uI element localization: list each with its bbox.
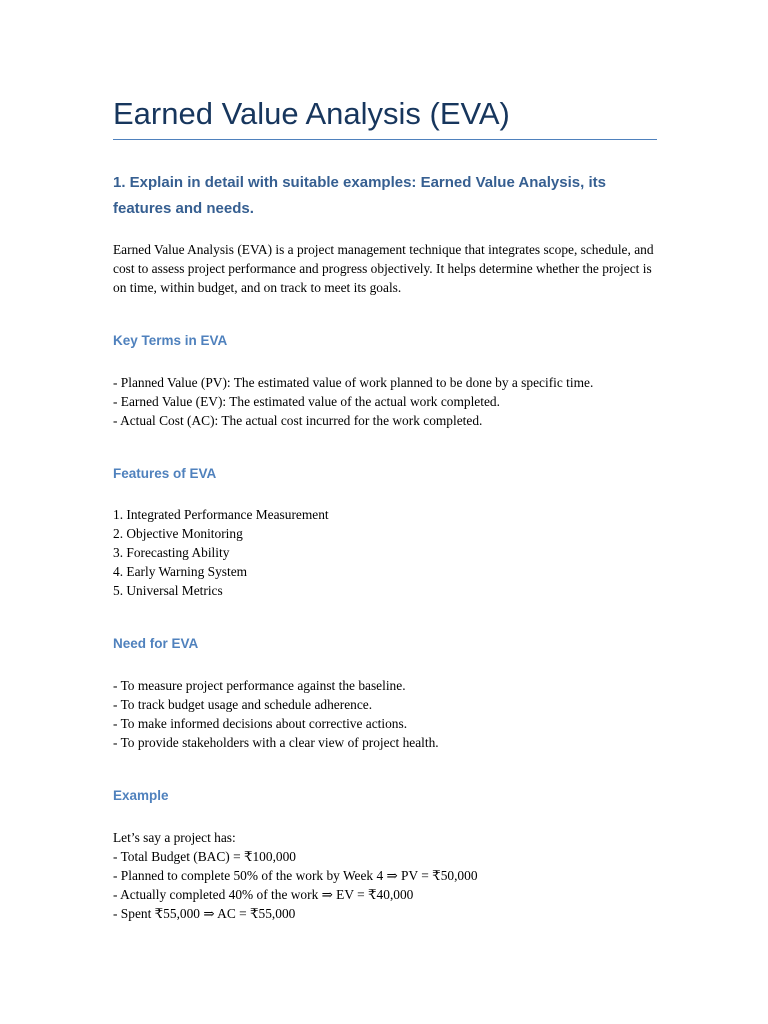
list-item: - Spent ₹55,000 ⇒ AC = ₹55,000 bbox=[113, 906, 296, 922]
question-heading: 1. Explain in detail with suitable examples: Earned Value Analysis, its features and needs. bbox=[113, 174, 606, 217]
list-item: 3. Forecasting Ability bbox=[113, 545, 230, 561]
list-item: Let’s say a project has: bbox=[113, 830, 236, 845]
list-item: - Actually completed 40% of the work ⇒ EV = ₹40,000 bbox=[113, 887, 414, 903]
example-heading: Example bbox=[113, 788, 169, 803]
list-item: - To measure project performance against the baseline. bbox=[113, 678, 406, 693]
title-divider bbox=[113, 139, 657, 140]
features-list bbox=[113, 505, 657, 600]
list-item: - To track budget usage and schedule adherence. bbox=[113, 697, 373, 713]
key-terms-heading: Key Terms in EVA bbox=[113, 333, 228, 348]
key-terms-list bbox=[113, 373, 657, 430]
list-item: 2. Objective Monitoring bbox=[113, 526, 243, 542]
features-heading: Features of EVA bbox=[113, 466, 217, 481]
list-item: - To make informed decisions about corrective actions. bbox=[113, 716, 408, 732]
need-heading: Need for EVA bbox=[113, 636, 199, 651]
document-title: Earned Value Analysis (EVA) bbox=[113, 96, 510, 131]
intro-paragraph: Earned Value Analysis (EVA) is a project management technique that integrates scope, schedule, and cost to assess project performance and progress objectively. It helps determine whether the project is on time, within budget, and on track to meet its goals. bbox=[113, 242, 654, 296]
need-list bbox=[113, 676, 657, 752]
list-item: 4. Early Warning System bbox=[113, 564, 248, 580]
example-list bbox=[113, 828, 657, 923]
list-item: - Actual Cost (AC): The actual cost incurred for the work completed. bbox=[113, 413, 483, 429]
list-item: - Planned Value (PV): The estimated value of work planned to be done by a specific time. bbox=[113, 375, 594, 390]
list-item: - To provide stakeholders with a clear view of project health. bbox=[113, 735, 439, 751]
list-item: - Earned Value (EV): The estimated value of the actual work completed. bbox=[113, 394, 500, 410]
list-item: 5. Universal Metrics bbox=[113, 583, 223, 599]
list-item: - Total Budget (BAC) = ₹100,000 bbox=[113, 849, 297, 865]
list-item: - Planned to complete 50% of the work by Week 4 ⇒ PV = ₹50,000 bbox=[113, 868, 478, 884]
list-item: 1. Integrated Performance Measurement bbox=[113, 507, 329, 522]
